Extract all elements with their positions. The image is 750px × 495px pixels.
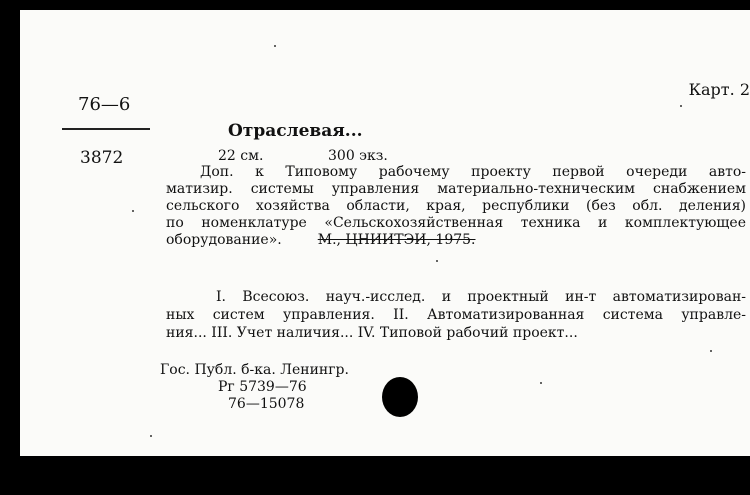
speck [710,350,712,352]
speck [274,45,276,47]
card-number: 3872 [80,148,124,168]
description-line: по номенклатуре «Сельскохозяйственная техника и комплектующее [166,215,746,231]
card-label: Карт. 2 [688,80,750,99]
library-stamp: Гос. Публ. б-ка. Ленингр. [160,362,349,378]
speck [540,382,542,384]
speck [150,435,152,437]
description-line-last [166,233,476,247]
description-line: матизир. системы управления материально-техническим снабжением [166,181,746,197]
call-number: 76—6 [78,94,131,115]
catalog-card [20,10,750,456]
description-line: сельского хозяйства области, края, республики (без обл. деления) [166,198,746,214]
registration-number: Рг 5739—76 [218,379,307,395]
speck [436,260,438,262]
registration-number-2: 76—15078 [228,396,305,412]
copies-field: 300 экз. [328,148,388,164]
description-line: Доп. к Типовому рабочему проекту первой очереди авто- [200,164,746,180]
speck [680,105,682,107]
subject-line: ния... III. Учет наличия... IV. Типовой рабочий проект... [166,325,578,341]
record-title: Отраслевая... [228,121,363,141]
struck-imprint: М., ЦНИИТЭИ, 1975. [317,232,476,248]
hole-punch [382,377,418,417]
divider-rule [62,128,150,130]
subject-line: I. Всесоюз. науч.-исслед. и проектный ин-т автоматизирован- [216,289,746,305]
size-field: 22 см. [218,148,264,164]
speck [132,210,134,212]
subject-line: ных систем управления. II. Автоматизированная система управле- [166,307,746,323]
description-line: оборудование». [166,232,282,248]
